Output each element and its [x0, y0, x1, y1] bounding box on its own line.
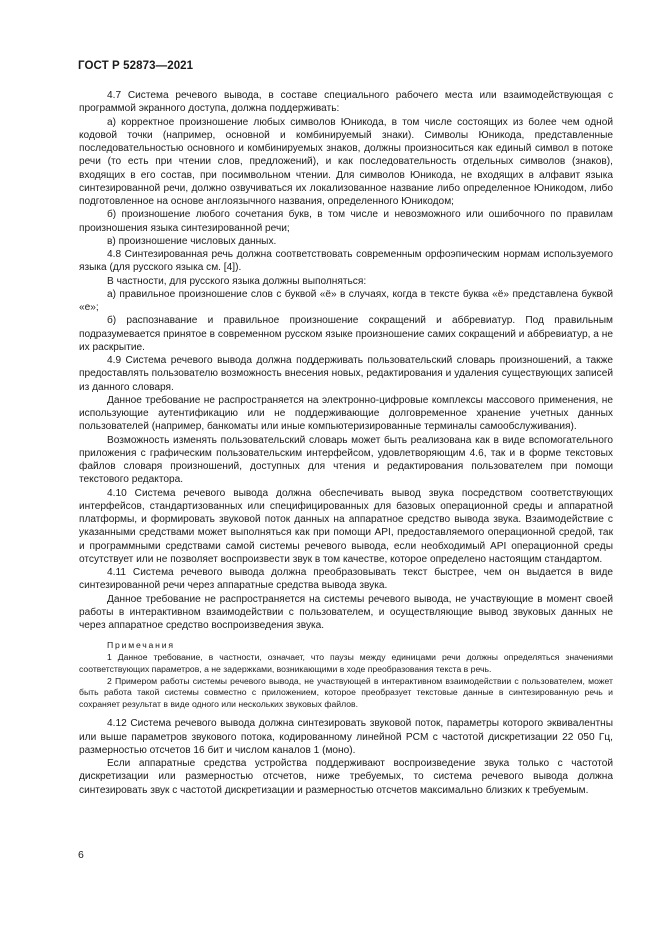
paragraph: в) произношение числовых данных. [107, 235, 277, 247]
paragraph: 4.9 Система речевого вывода должна поддерживать пользовательский словарь произношений, а также предоставлять пользователю возможность внесения новых, редактирования и удаления существующих записей из данного словаря. [79, 355, 613, 393]
note-item: 2 Примером работы системы речевого вывода, не участвующей в интерактивном взаимодействии с пользователем, может быть работа такой системы совместно с приложением, которое преобразует текстовые данные в синтезированную речь и сохраняет результат в виде одного или нескольких звуковых файлов. [79, 675, 613, 709]
paragraph: В частности, для русского языка должны выполняться: [107, 275, 367, 287]
paragraph: а) корректное произношение любых символов Юникода, в том числе состоящих из более чем одной кодовой точки (например, основной и комбинируемый знаки). Символы Юникода, представленные последовательностью основного и комбинируемых знаков, должны произноситься как единый символ в потоке речи (то есть при чтении слов, предложений), и как последовательность отдельных символов (знаков), входящих в его состав, при посимвольном чтении. Для символов Юникода, не входящих в алфавит языка синтезированной речи, должно озвучиваться их локализованное название либо определенное Юникодом, либо подготовленное на основе англоязычного названия, определенного Юникодом; [79, 116, 613, 207]
paragraph: 4.12 Система речевого вывода должна синтезировать звуковой поток, параметры которого эквивалентны или выше параметров звукового потока, кодированному линейной PCM с частотой дискретизации 22 050 Гц, размерностью отсчетов 16 бит и числом каналов 1 (моно). [79, 718, 613, 756]
paragraph: Если аппаратные средства устройства поддерживают воспроизведение звука только с частотой дискретизации или размерностью отсчетов, ниже требуемых, то система речевого вывода должна синтезировать звук с частотой дискретизации и размерностью отсчетов максимально близких к требуемым. [79, 758, 613, 796]
paragraph: 4.10 Система речевого вывода должна обеспечивать вывод звука посредством соответствующих интерфейсов, стандартизованных или специфицированных для базовых операционной среды и аппаратной платформы, и формировать звуковой поток данных на аппаратное средство вывода звука. Взаимодействие с указанными средствами может выполняться как при помощи API, предоставляемого операционной средой, так и программными средствами самой системы речевого вывода, если необходимый API операционной среды отсутствует или не позволяет воспроизвести звук в том качестве, которое определено настоящим стандартом. [79, 487, 613, 565]
paragraph: Данное требование не распространяется на электронно-цифровые комплексы массового применения, не использующие аутентификацию или не поддерживающие долговременное хранение учетных данных пользователей (например, банкоматы или иные компьютеризированные терминалы самообслуживания). [79, 394, 613, 433]
paragraph: а) правильное произношение слов с буквой «ё» в случаях, когда в тексте буква «ё» представлена буквой «е»; [79, 288, 613, 313]
paragraph: 4.7 Система речевого вывода, в составе специального рабочего места или взаимодействующая с программой экранного доступа, должна поддерживать: [79, 90, 613, 115]
paragraph: 4.11 Система речевого вывода должна преобразовывать текст быстрее, чем он выдается в виде синтезированной речи через аппаратные средства вывода звука. [79, 567, 613, 592]
paragraph: 4.8 Синтезированная речь должна соответствовать современным орфоэпическим нормам используемого языка (для русского языка см. [4]). [79, 249, 613, 274]
paragraph: б) произношение любого сочетания букв, в том числе и невозможного или ошибочного по правилам произношения языка синтезированной речи; [79, 209, 613, 234]
paragraph: Возможность изменять пользовательский словарь может быть реализована как в виде вспомогательного приложения с графическим пользовательским интерфейсом, удовлетворяющим 4.6, так и в форме текстовых файлов словаря произношений, доступных для чтения и редактирования пользователем при помощи текстового редактора. [79, 434, 613, 486]
page-number: 6 [78, 849, 84, 861]
notes-title: Примечания [107, 640, 175, 651]
note-item: 1 Данное требование, в частности, означает, что паузы между единицами речи должны определяться значениями соответствующих параметров, а не задержками, возникающими в ходе преобразования текста в речь. [79, 652, 613, 674]
document-header: ГОСТ Р 52873—2021 [78, 60, 194, 72]
notes-block [79, 640, 613, 710]
paragraph: б) распознавание и правильное произношение сокращений и аббревиатур. Под правильным подразумевается принятое в современном русском языке произношение самих сокращений и аббревиатур, а не их раскрытие. [79, 315, 613, 353]
document-body [79, 89, 613, 797]
paragraph: Данное требование не распространяется на системы речевого вывода, не участвующие в момент своей работы в интерактивном взаимодействии с пользователем, и осуществляющие вывод звуковых данных не через аппаратное средство воспроизведения звука. [79, 593, 613, 631]
